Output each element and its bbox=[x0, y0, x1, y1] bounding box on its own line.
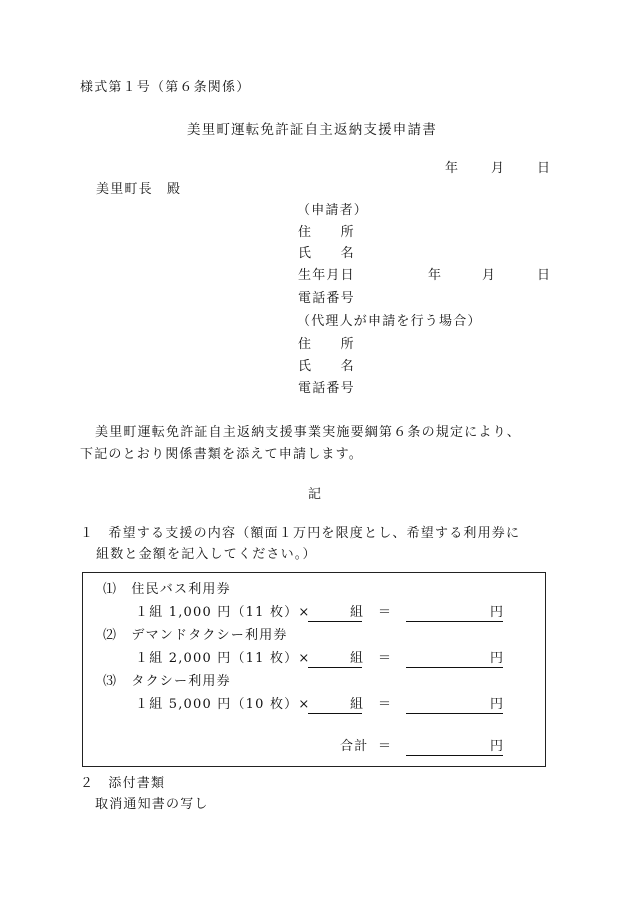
date-month-label: 月 bbox=[491, 161, 506, 176]
section1-line-2: 組数と金額を記入してください。） bbox=[96, 547, 317, 562]
birth-month-label: 月 bbox=[482, 268, 497, 283]
section1-line-1: １ 希望する支援の内容（額面１万円を限度とし、希望する利用券に bbox=[80, 526, 521, 541]
section2-heading: ２ 添付書類 bbox=[80, 776, 166, 791]
applicant-address-label: 住 所 bbox=[298, 225, 355, 240]
yen-unit-total: 円 bbox=[490, 739, 505, 754]
yen-field-total[interactable] bbox=[406, 739, 503, 756]
applicant-heading: （申請者） bbox=[297, 203, 369, 218]
item-price-taxi: １組 5,000 円（10 枚）× bbox=[135, 697, 311, 712]
form-number: 様式第１号（第６条関係） bbox=[80, 80, 251, 95]
kumi-unit-bus: 組 bbox=[350, 605, 365, 620]
kumi-unit-demand-taxi: 組 bbox=[350, 651, 365, 666]
agent-address-label: 住 所 bbox=[298, 337, 355, 352]
equals-bus: ＝ bbox=[378, 605, 393, 620]
item-label-taxi: ⑶ タクシー利用券 bbox=[103, 674, 231, 689]
addressee: 美里町長 殿 bbox=[96, 182, 182, 197]
date-year-label: 年 bbox=[445, 161, 460, 176]
body-text-line-2: 下記のとおり関係書類を添えて申請します。 bbox=[80, 447, 363, 462]
agent-phone-label: 電話番号 bbox=[298, 381, 355, 396]
kumi-unit-taxi: 組 bbox=[350, 697, 365, 712]
applicant-name-label: 氏 名 bbox=[298, 246, 355, 261]
ki-heading: 記 bbox=[308, 487, 323, 502]
date-day-label: 日 bbox=[537, 161, 552, 176]
equals-total: ＝ bbox=[378, 739, 393, 754]
agent-heading: （代理人が申請を行う場合） bbox=[297, 314, 482, 329]
applicant-birth-label: 生年月日 bbox=[298, 268, 355, 283]
equals-taxi: ＝ bbox=[378, 697, 393, 712]
yen-field-taxi[interactable] bbox=[406, 697, 503, 714]
equals-demand-taxi: ＝ bbox=[378, 651, 393, 666]
birth-year-label: 年 bbox=[428, 268, 443, 283]
page-title: 美里町運転免許証自主返納支援申請書 bbox=[187, 122, 437, 138]
item-price-demand-taxi: １組 2,000 円（11 枚）× bbox=[135, 651, 311, 666]
body-text-line-1: 美里町運転免許証自主返納支援事業実施要綱第６条の規定により、 bbox=[95, 425, 522, 440]
yen-unit-taxi: 円 bbox=[490, 697, 505, 712]
item-label-bus: ⑴ 住民バス利用券 bbox=[103, 582, 231, 597]
item-label-demand-taxi: ⑵ デマンドタクシー利用券 bbox=[103, 628, 288, 643]
yen-unit-bus: 円 bbox=[490, 605, 505, 620]
yen-unit-demand-taxi: 円 bbox=[490, 651, 505, 666]
yen-field-demand-taxi[interactable] bbox=[406, 651, 503, 668]
yen-field-bus[interactable] bbox=[406, 605, 503, 622]
ticket-selection-box bbox=[82, 572, 546, 767]
birth-day-label: 日 bbox=[537, 268, 552, 283]
applicant-phone-label: 電話番号 bbox=[298, 291, 355, 306]
item-price-bus: １組 1,000 円（11 枚）× bbox=[135, 605, 311, 620]
section2-item: 取消通知書の写し bbox=[95, 797, 209, 812]
total-label: 合計 bbox=[340, 739, 369, 754]
agent-name-label: 氏 名 bbox=[298, 359, 355, 374]
